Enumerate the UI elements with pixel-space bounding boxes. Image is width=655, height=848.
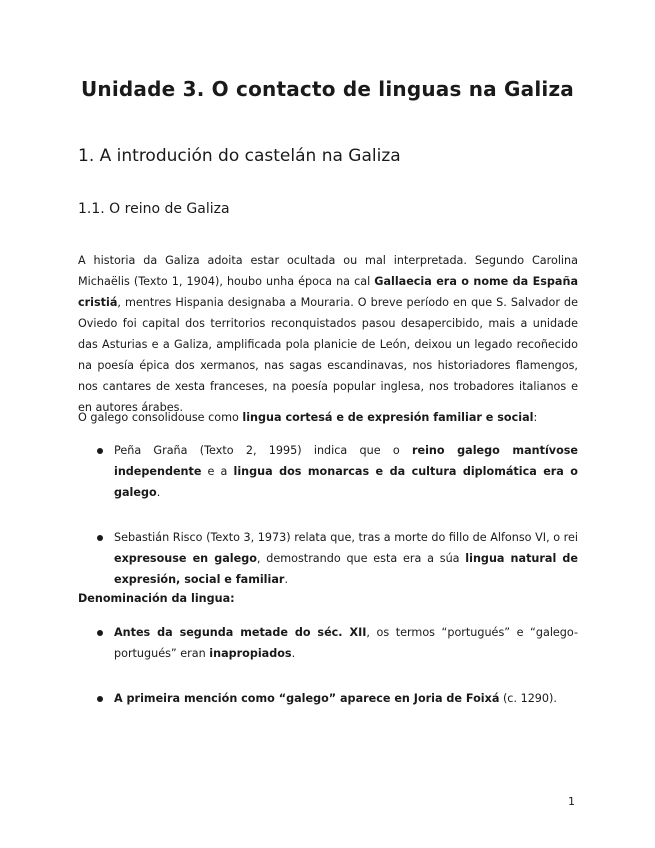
text-run: , os termos “portugués” e “galego-portugués” eran [114, 626, 578, 660]
text-run: , demostrando que esta era a súa [256, 552, 466, 565]
subsection-heading: 1.1. O reino de Galiza [78, 201, 230, 217]
page-number: 1 [568, 795, 575, 808]
text-run: Sebastián Risco (Texto 3, 1973) relata que, tras a morte do fillo de Alfonso VI, o rei [114, 531, 578, 544]
bold-text-run: Antes da segunda metade do séc. XII [114, 626, 367, 639]
text-run: (c. 1290). [499, 692, 557, 705]
bullet-list-naming [78, 622, 578, 709]
list-heading: Denominación da lingua: [78, 592, 235, 605]
text-run: e a [201, 465, 234, 478]
paragraph-history [78, 250, 578, 418]
text-run: . [284, 573, 288, 586]
bold-text-run: Gallaecia era o nome da España cristiá [78, 275, 578, 309]
bullet-icon [97, 448, 103, 454]
bold-text-run: expresouse en galego [114, 552, 257, 565]
bold-text-run: lingua natural de expresión, social e familiar [114, 552, 578, 586]
text-run: : [533, 411, 538, 424]
bullet-icon [97, 696, 103, 702]
page-title: Unidade 3. O contacto de linguas na Galiza [80, 77, 574, 101]
bullet-icon [97, 535, 103, 541]
text-run: O galego consolidouse como [78, 411, 243, 424]
text-run: A historia da Galiza adoita estar ocultada ou mal interpretada. Segundo Carolina Michaëlis (Texto 1, 1904), houbo unha época na cal [78, 254, 578, 288]
bold-text-run: lingua dos monarcas e da cultura diplomática era o galego [114, 465, 578, 499]
text-run: , mentres Hispania designaba a Mouraria. O breve período en que S. Salvador de Oviedo foi capital dos territorios reconquistados pasou desapercibido, mais a unidade das Asturias e a Galiza, amplificada pola planicie de León, deixou un legado recoñecido na poesía épica dos xermanos, nas sagas escandinavas, nos historiadores flamengos, nos cantares de xesta franceses, na poesía popular inglesa, nos trobadores italianos e en autores árabes. [78, 296, 578, 414]
section-heading: 1. A introdución do castelán na Galiza [78, 146, 401, 166]
list-item [78, 688, 578, 709]
bold-text-run: inapropiados [209, 647, 292, 660]
text-run: Peña Graña (Texto 2, 1995) indica que o [114, 444, 412, 457]
bold-text-run: lingua cortesá e de expresión familiar e social [242, 411, 534, 424]
paragraph-consolidation [78, 407, 578, 428]
bold-text-run: A primeira mención como “galego” aparece en Joria de Foixá [114, 692, 500, 705]
text-run: . [156, 486, 161, 499]
bold-text-run: reino galego mantívose independente [114, 444, 578, 478]
list-item [78, 527, 578, 590]
bullet-icon [97, 630, 103, 636]
text-run: . [291, 647, 296, 660]
bullet-list-sources [78, 440, 578, 590]
list-item [78, 440, 578, 503]
list-item [78, 622, 578, 664]
